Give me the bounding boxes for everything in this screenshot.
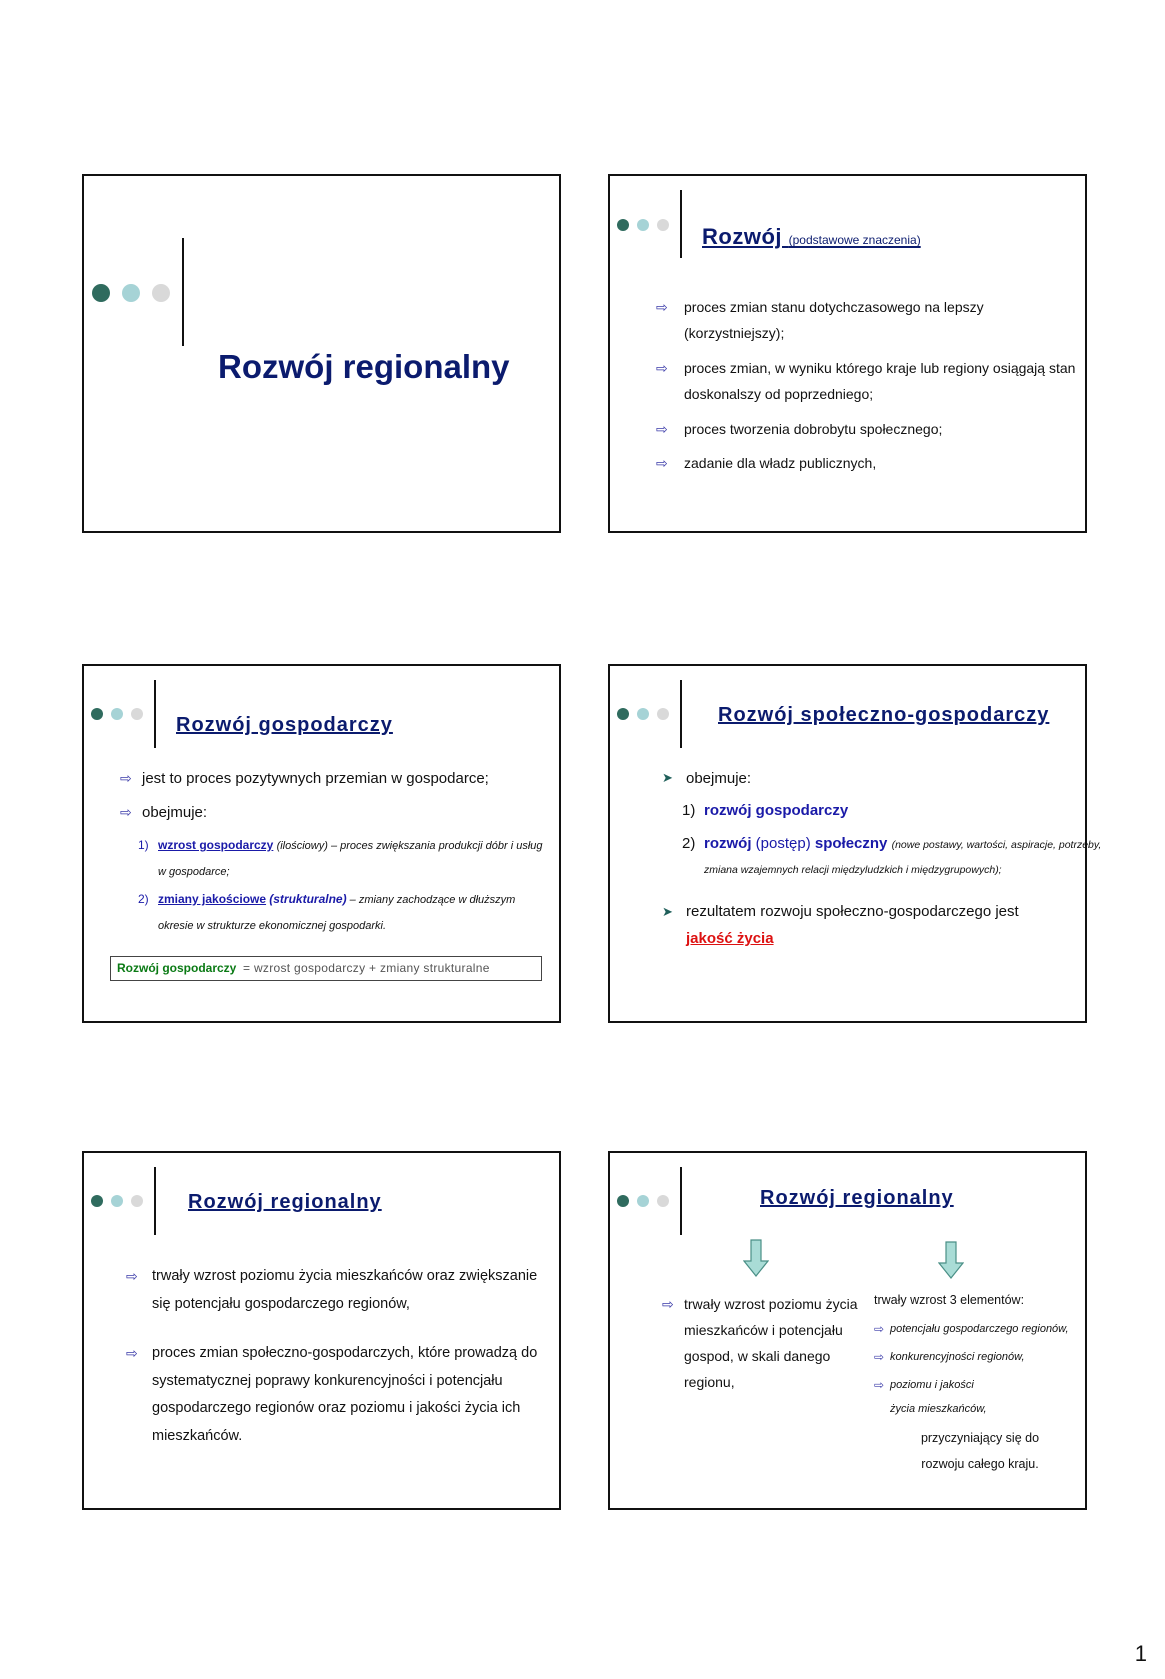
title-text: Rozwój — [702, 224, 782, 249]
left-column — [662, 1291, 864, 1395]
list-item-text: konkurencyjności regionów, — [890, 1351, 1025, 1363]
dot-grey — [131, 708, 143, 720]
dot-dark — [92, 284, 110, 302]
dot-dark — [617, 708, 629, 720]
arrow-icon: ⇨ — [656, 455, 668, 471]
formula-rest: = wzrost gospodarczy + zmiany strukturalne — [243, 961, 490, 975]
quality-of-life-link[interactable]: jakość życia — [686, 930, 774, 947]
arrow-icon: ⇨ — [874, 1322, 885, 1336]
list-item-text: trwały wzrost poziomu życia mieszkańców oraz zwiększanie się potencjału gospodarczego regionów, — [152, 1268, 538, 1312]
right-tail: przyczyniający się do rozwoju całego kraju. — [920, 1431, 1040, 1471]
arrow-icon: ⇨ — [656, 421, 668, 437]
arrow-icon: ⇨ — [126, 1268, 138, 1284]
arrow-icon: ⇨ — [874, 1378, 885, 1392]
divider-line — [154, 680, 156, 748]
slide-2 — [608, 174, 1087, 533]
item-number: 2) — [138, 892, 149, 906]
triangle-bullet-icon: ➤ — [662, 770, 673, 785]
list-item — [126, 1263, 546, 1318]
formula-term: Rozwój gospodarczy — [117, 961, 237, 975]
slide-title: Rozwój regionalny — [760, 1187, 954, 1209]
slide-4 — [608, 664, 1102, 1023]
element-list — [874, 1317, 1084, 1421]
right-heading: trwały wzrost 3 elementów: — [874, 1293, 1025, 1307]
dot-teal — [637, 708, 649, 720]
list-item — [656, 450, 1076, 476]
item-2 — [682, 832, 1104, 882]
dot-teal — [122, 284, 140, 302]
dot-teal — [111, 708, 123, 720]
arrow-icon: ⇨ — [656, 360, 668, 376]
item-paren: (ilościowy) — [276, 840, 328, 852]
dot-dark — [91, 708, 103, 720]
bullet-list — [656, 294, 1076, 476]
right-column — [874, 1293, 1084, 1477]
item-number: 2) — [682, 835, 696, 852]
bullet-list — [126, 1263, 546, 1450]
list-item — [874, 1345, 1084, 1369]
item-text-c: społeczny — [814, 835, 888, 852]
dot-dark — [617, 219, 629, 231]
slide-3 — [82, 664, 561, 1023]
list-item — [874, 1373, 1000, 1421]
page-number: 1 — [1134, 1641, 1147, 1666]
item-1 — [138, 832, 548, 885]
item-1 — [682, 802, 848, 819]
list-item-text: proces zmian społeczno-gospodarczych, które prowadzą do systematycznej poprawy konkurencyjności i potencjału gospodarczego regionów oraz poziomu i jakości życia ich mieszkańców. — [152, 1345, 538, 1444]
slide-6 — [608, 1151, 1087, 1510]
list-item-text: zadanie dla władz publicznych, — [684, 455, 877, 471]
slide-title — [702, 224, 921, 250]
item-text-a: rozwój — [704, 835, 752, 852]
slide-1 — [82, 174, 561, 533]
list-item-text: potencjału gospodarczego regionów, — [890, 1323, 1069, 1335]
down-arrow-icon — [743, 1239, 769, 1277]
dot-teal — [111, 1195, 123, 1207]
list-item — [126, 1340, 546, 1450]
item-2 — [138, 886, 548, 939]
dot-grey — [657, 219, 669, 231]
divider-line — [182, 238, 184, 346]
list-item-text: proces tworzenia dobrobytu społecznego; — [684, 421, 943, 437]
slide-title: Rozwój regionalny — [218, 348, 510, 385]
item-desc: – zmiany zachodzące w dłuższym okresie w strukturze ekonomicznej gospodarki. — [158, 894, 516, 932]
list-item-text: proces zmian stanu dotychczasowego na lepszy (korzystniejszy); — [684, 299, 984, 341]
list-item — [874, 1317, 1084, 1341]
dot-dark — [617, 1195, 629, 1207]
slide-5 — [82, 1151, 561, 1510]
bullet-1 — [662, 770, 751, 787]
bullet-text: rezultatem rozwoju społeczno-gospodarczego jest — [686, 903, 1019, 920]
divider-line — [154, 1167, 156, 1235]
dot-teal — [637, 1195, 649, 1207]
dot-grey — [657, 1195, 669, 1207]
bullet-text: obejmuje: — [142, 804, 208, 821]
slide-title: Rozwój gospodarczy — [176, 714, 393, 736]
item-number: 1) — [682, 802, 696, 819]
left-text: trwały wzrost poziomu życia mieszkańców i potencjału gospod, w skali danego regionu, — [684, 1296, 858, 1390]
bullet-2 — [662, 898, 1076, 952]
title-subtitle: (podstawowe znaczenia) — [788, 233, 921, 247]
divider-line — [680, 190, 682, 258]
list-item — [656, 355, 1076, 407]
down-arrow-icon — [938, 1241, 964, 1279]
item-paren: (strukturalne) — [269, 892, 347, 906]
item-link[interactable]: zmiany jakościowe — [158, 892, 267, 906]
bullet-text: jest to proces pozytywnych przemian w gospodarce; — [142, 770, 489, 787]
dot-grey — [152, 284, 170, 302]
list-item — [656, 294, 1076, 346]
dot-dark — [91, 1195, 103, 1207]
item-text: rozwój gospodarczy — [704, 802, 849, 819]
arrow-icon: ⇨ — [662, 1296, 674, 1312]
item-link[interactable]: wzrost gospodarczy — [158, 838, 274, 852]
formula-box — [110, 956, 542, 981]
item-text-b: (postęp) — [755, 835, 811, 852]
arrow-icon: ⇨ — [120, 804, 132, 820]
triangle-bullet-icon: ➤ — [662, 904, 673, 919]
item-number: 1) — [138, 838, 149, 852]
dot-grey — [657, 708, 669, 720]
arrow-icon: ⇨ — [120, 770, 132, 786]
divider-line — [680, 680, 682, 748]
slide-title: Rozwój regionalny — [188, 1191, 382, 1213]
list-item-text: proces zmian, w wyniku którego kraje lub regiony osiągają stan doskonalszy od poprzedniego; — [684, 360, 1076, 402]
bullet-1 — [120, 770, 489, 787]
bullet-text: obejmuje: — [686, 770, 752, 787]
list-item — [656, 416, 1076, 442]
dot-teal — [637, 219, 649, 231]
arrow-icon: ⇨ — [874, 1350, 885, 1364]
bullet-2 — [120, 804, 207, 821]
divider-line — [680, 1167, 682, 1235]
arrow-icon: ⇨ — [656, 299, 668, 315]
item-note: (nowe postawy, wartości, aspiracje, potrzeby, zmiana wzajemnych relacji międzyludzkich i międzygrupowych); — [704, 839, 1102, 876]
arrow-icon: ⇨ — [126, 1345, 138, 1361]
list-item-text: poziomu i jakości życia mieszkańców, — [890, 1379, 987, 1415]
dot-grey — [131, 1195, 143, 1207]
slide-title: Rozwój społeczno-gospodarczy — [718, 704, 1050, 726]
item-desc: – proces zwiększania produkcji dóbr i usług w gospodarce; — [158, 840, 543, 878]
